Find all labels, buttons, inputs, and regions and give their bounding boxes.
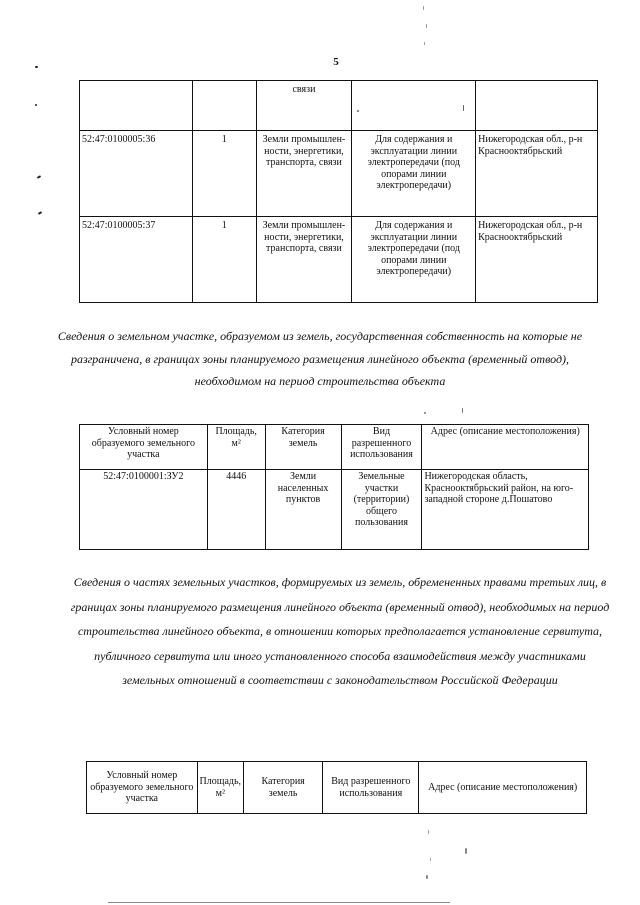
scan-speck: [35, 66, 38, 68]
land-plots-table-continued: [79, 80, 598, 303]
header-address: Адрес (описание местоположения): [422, 425, 589, 470]
header-category: Категория земель: [265, 425, 341, 470]
formed-plot-table: [79, 424, 589, 550]
cadastral-number-cell: 52:47:0100005:36: [80, 131, 193, 217]
quantity-cell: 1: [192, 131, 256, 217]
scan-speck: [37, 175, 41, 179]
land-category-cell: Земли населенных пунктов: [265, 470, 341, 550]
header-area: Площадь, м²: [197, 762, 244, 814]
land-category-cell: связи: [256, 81, 352, 131]
scan-speck: [462, 408, 463, 413]
table-row: [80, 470, 589, 550]
section-heading-encumbered-parts: Сведения о частях земельных участков, формируемых из земель, обремененных правами третьих лиц, в границах зоны планируемого размещения линейного объекта (временный отвод), необходимых на период строительства линейного объекта, в отношении которых предполагается установление сервитута, публичного сервитута или иного установленного способа взаимодействия между участниками земельных отношений в соответствии с законодательством Российской Федерации: [70, 575, 610, 687]
table-header-row: [87, 762, 587, 814]
header-category: Категория земель: [244, 762, 323, 814]
quantity-cell: [192, 81, 256, 131]
land-category-cell: Земли промышлен-ности, энергетики, транспорта, связи: [256, 131, 352, 217]
scan-speck: [38, 211, 42, 215]
header-permitted-use: Вид разрешенного использования: [323, 762, 419, 814]
bottom-scan-line: [108, 902, 450, 903]
area-cell: 4446: [207, 470, 265, 550]
address-cell: [476, 81, 598, 131]
header-permitted-use: Вид разрешенного использования: [341, 425, 422, 470]
section-heading-state-land: Сведения о земельном участке, образуемом из земель, государственная собственность на которые не разграничена, в границах зоны планируемого размещения линейного объекта (временный отвод), необходимом на период строительства объекта: [57, 329, 583, 388]
permitted-use-cell: Для содержания и эксплуатации линии электропередачи (под опорами линии электропередачи): [352, 217, 476, 303]
scan-speck: [424, 42, 425, 45]
scan-speck: [357, 110, 359, 112]
scan-speck: [423, 6, 424, 10]
table-header-row: [80, 425, 589, 470]
permitted-use-cell: [352, 81, 476, 131]
scan-speck: [424, 412, 426, 414]
header-address: Адрес (описание местоположения): [419, 762, 587, 814]
scan-speck: [428, 830, 429, 834]
scan-speck: [430, 858, 431, 861]
land-category-cell: Земли промышлен-ности, энергетики, транспорта, связи: [256, 217, 352, 303]
quantity-cell: 1: [192, 217, 256, 303]
page-number: 5: [333, 56, 339, 68]
header-plot-number: Условный номер образуемого земельного участка: [80, 425, 208, 470]
table-row: [80, 217, 598, 303]
scan-speck: [35, 104, 37, 106]
table-row: [80, 81, 598, 131]
address-cell: Нижегородская обл., р-н Краснооктябрьский: [476, 131, 598, 217]
address-cell: Нижегородская область, Краснооктябрьский район, на юго-западной стороне д.Пошатово: [422, 470, 589, 550]
header-area: Площадь, м²: [207, 425, 265, 470]
address-cell: Нижегородская обл., р-н Краснооктябрьский: [476, 217, 598, 303]
scan-speck: [463, 105, 464, 111]
permitted-use-cell: Земельные участки (территории) общего пользования: [341, 470, 422, 550]
plot-number-cell: 52:47:0100001:ЗУ2: [80, 470, 208, 550]
table-row: [80, 131, 598, 217]
header-plot-number: Условный номер образуемого земельного участка: [87, 762, 198, 814]
cadastral-number-cell: [80, 81, 193, 131]
cadastral-number-cell: 52:47:0100005:37: [80, 217, 193, 303]
permitted-use-cell: Для содержания и эксплуатации линии электропередачи (под опорами линии электропередачи): [352, 131, 476, 217]
scan-speck: [465, 848, 467, 854]
scan-speck: [426, 875, 428, 879]
scan-speck: [426, 24, 427, 28]
encumbered-parts-table: [86, 761, 587, 814]
